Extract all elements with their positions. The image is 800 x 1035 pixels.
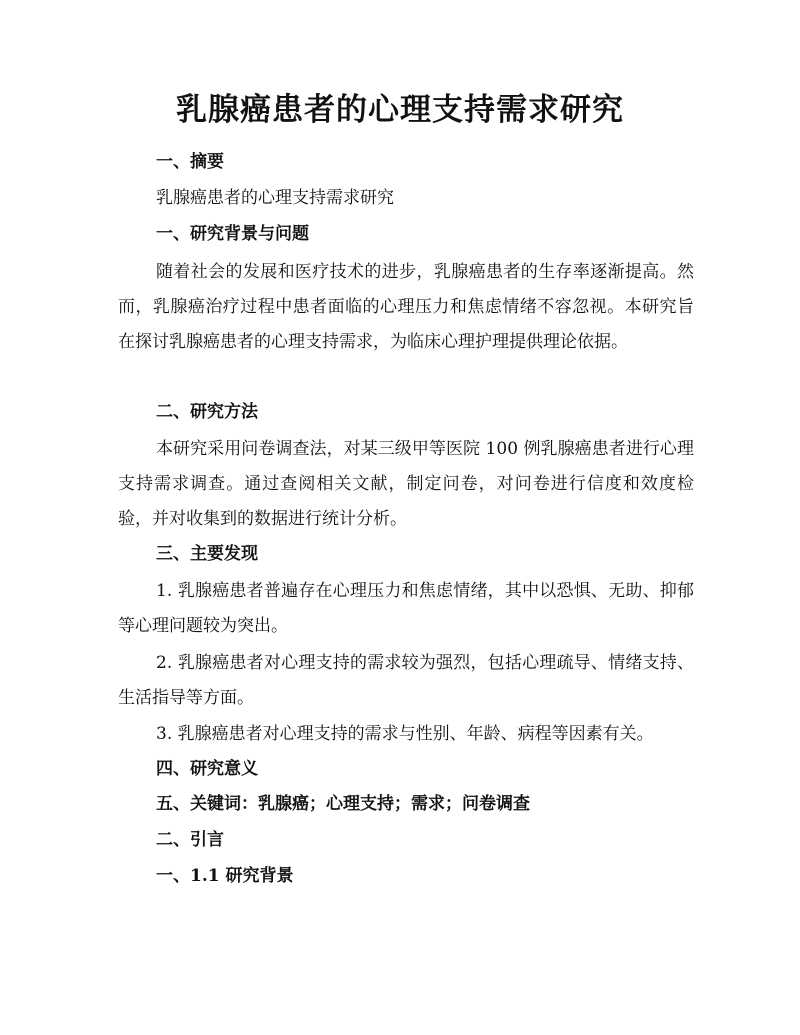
- finding-item-1: 1. 乳腺癌患者普遍存在心理压力和焦虑情绪，其中以恐惧、无助、抑郁等心理问题较为突出。: [118, 581, 694, 636]
- finding-item-3: 3. 乳腺癌患者对心理支持的需求与性别、年龄、病程等因素有关。: [156, 724, 654, 744]
- significance-heading: 四、研究意义: [156, 759, 258, 779]
- methods-paragraph: 本研究采用问卷调查法，对某三级甲等医院 100 例乳腺癌患者进行心理支持需求调查。通过查阅相关文献，制定问卷，对问卷进行信度和效度检验，并对收集到的数据进行统计分析。: [118, 439, 694, 529]
- abstract-text: 乳腺癌患者的心理支持需求研究: [156, 188, 394, 208]
- finding-item-2: 2. 乳腺癌患者对心理支持的需求较为强烈，包括心理疏导、情绪支持、生活指导等方面。: [118, 653, 694, 708]
- abstract-heading: 一、摘要: [156, 152, 224, 172]
- keywords-heading: 五、关键词：乳腺癌；心理支持；需求；问卷调查: [156, 794, 530, 814]
- background-paragraph: 随着社会的发展和医疗技术的进步，乳腺癌患者的生存率逐渐提高。然而，乳腺癌治疗过程中患者面临的心理压力和焦虑情绪不容忽视。本研究旨在探讨乳腺癌患者的心理支持需求，为临床心理护理提供理论依据。: [118, 262, 694, 352]
- methods-heading: 二、研究方法: [156, 402, 258, 422]
- document-title: 乳腺癌患者的心理支持需求研究: [176, 92, 624, 128]
- introduction-heading: 二、引言: [156, 830, 224, 850]
- background-heading: 一、研究背景与问题: [156, 224, 309, 244]
- findings-heading: 三、主要发现: [156, 544, 258, 564]
- research-background-subheading: 一、1.1 研究背景: [156, 866, 294, 886]
